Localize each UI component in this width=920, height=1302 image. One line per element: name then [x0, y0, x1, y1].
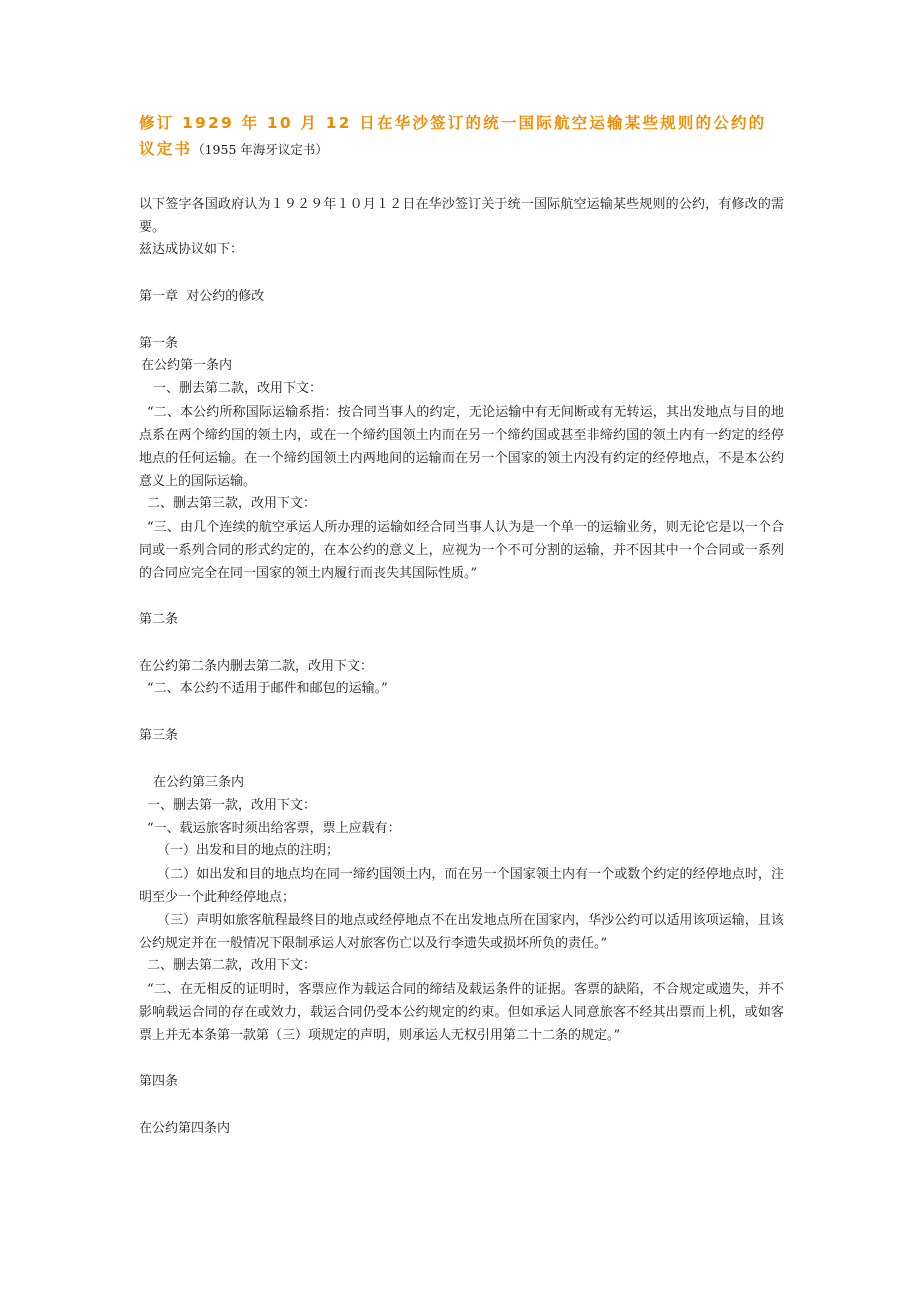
spacer	[139, 1047, 784, 1071]
article-2-text: “二、本公约不适用于邮件和邮包的运输。”	[147, 681, 388, 697]
article-1-item-2-text: “三、由几个连续的航空承运人所办理的运输如经合同当事人认为是一个单一的运输业务，则无论它是以一个合同或一系列合同的形式约定的，在本公约的意义上，应视为一个不可分割的运输，并不因其中一个合同或一系列的合同应完全在同一国家的领土内履行而丧失其国际性质。”	[139, 519, 784, 581]
spacer	[139, 262, 784, 286]
chapter-heading: 第一章 对公约的修改	[139, 288, 265, 304]
article-1-heading: 第一条	[139, 335, 179, 351]
article-3-sub-3: （三）声明如旅客航程最终目的地点或经停地点不在出发地点所在国家内，华沙公约可以适用该项运输，且该公约规定并在一般情况下限制承运人对旅客伤亡以及行李遗失或损坏所负的责任。”	[139, 913, 784, 952]
spacer	[139, 748, 784, 772]
article-1-item-1-text: “二、本公约所称国际运输系指：按合同当事人的约定，无论运输中有无间断或有无转运，其出发地点与目的地点系在两个缔约国的领土内，或在一个缔约国领土内而在另一个缔约国或甚至非缔约国的领土内有一约定的经停地点的任何运输。在一个缔约国领土内两地间的运输而在另一个国家的领土内没有约定的经停地点，不是本公约意义上的国际运输。	[139, 404, 784, 489]
article-4-heading: 第四条	[139, 1073, 179, 1089]
spacer	[139, 163, 784, 193]
article-4-intro: 在公约第四条内	[139, 1120, 231, 1136]
article-2-intro: 在公约第二条内删去第二款，改用下文：	[139, 658, 374, 674]
document-page	[139, 110, 784, 1141]
spacer	[139, 632, 784, 656]
spacer	[139, 1094, 784, 1118]
spacer	[139, 585, 784, 609]
article-1-intro: 在公约第一条内	[141, 358, 233, 374]
article-1-item-2-intro: 二、删去第三款，改用下文：	[147, 495, 317, 511]
article-3-item-1-intro: 一、删去第一款，改用下文：	[147, 797, 317, 813]
document-title	[139, 110, 784, 163]
spacer	[139, 309, 784, 333]
article-3-item-1-text: “一、载运旅客时须出给客票，票上应载有：	[147, 820, 401, 836]
preamble-paragraph: 以下签字各国政府认为１９２９年１０月１２日在华沙签订关于统一国际航空运输某些规则的公约，有修改的需要。	[139, 197, 784, 235]
article-3-item-2-intro: 二、删去第二款，改用下文：	[147, 958, 317, 974]
article-2-heading: 第二条	[139, 611, 179, 627]
preamble-agreement: 兹达成协议如下：	[139, 242, 244, 257]
article-3-sub-1: （一）出发和目的地点的注明；	[157, 843, 340, 859]
article-3-item-2-text: “二、在无相反的证明时，客票应作为载运合同的缔结及载运条件的证据。客票的缺陷，不合规定或遗失，并不影响载运合同的存在或效力，载运合同仍受本公约规定的约束。但如承运人同意旅客不经其出票而上机，或如客票上并无本条第一款第（三）项规定的声明，则承运人无权引用第二十二条的规定。”	[139, 981, 784, 1043]
spacer	[139, 701, 784, 725]
article-3-sub-2: （二）如出发和目的地点均在同一缔约国领土内，而在另一个国家领土内有一个或数个约定的经停地点时，注明至少一个此种经停地点；	[139, 867, 784, 906]
title-main: 修订 1929 年 10 月 12 日在华沙签订的统一国际航空运输某些规则的公约的议定书	[139, 114, 767, 158]
article-3-heading: 第三条	[139, 728, 179, 744]
article-3-intro: 在公约第三条内	[153, 774, 245, 790]
article-1-item-1-intro: 一、删去第二款，改用下文：	[153, 381, 323, 397]
title-subtitle: （1955 年海牙议定书）	[192, 142, 328, 157]
